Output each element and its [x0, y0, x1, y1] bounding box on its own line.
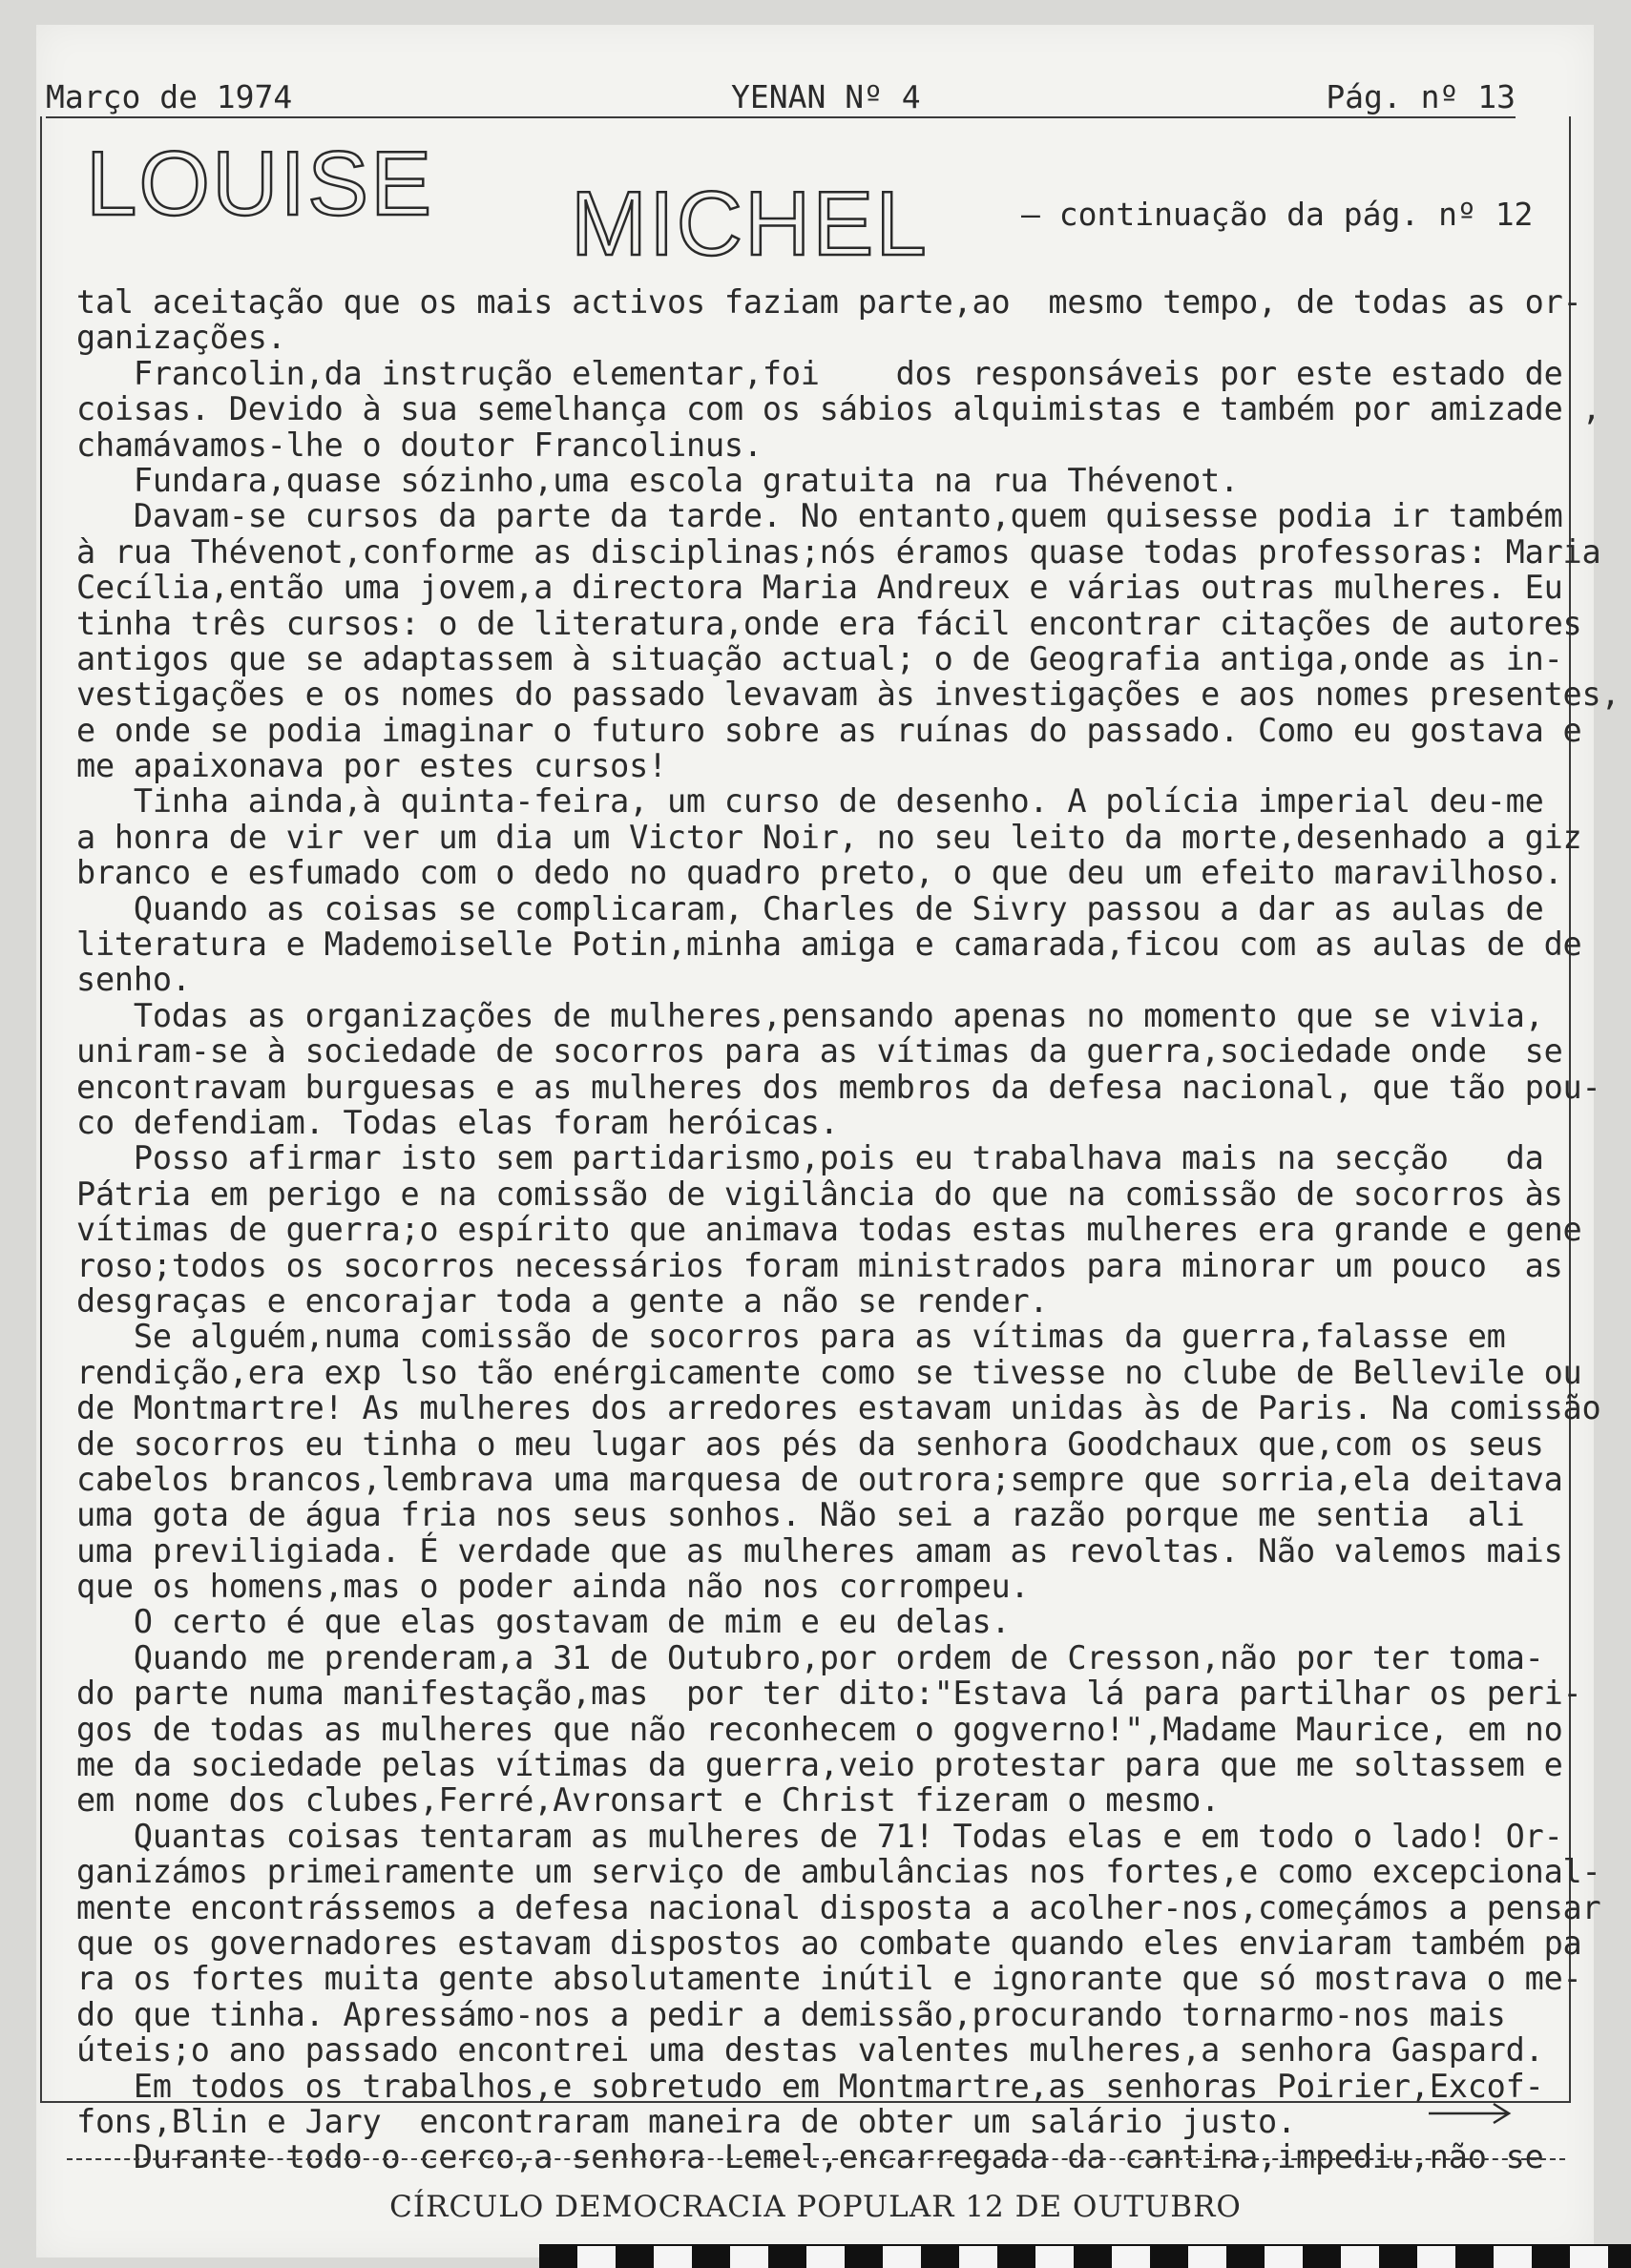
- body-line: vítimas de guerra;o espírito que animava todas estas mulheres era grande e gene: [76, 1211, 1582, 1249]
- body-line: Quando me prenderam,a 31 de Outubro,por ordem de Cresson,não por ter toma-: [76, 1638, 1544, 1676]
- body-line: ra os fortes muita gente absolutamente inútil e ignorante que só mostrava o me-: [76, 1960, 1582, 1998]
- body-line: chamávamos-lhe o doutor Francolinus.: [76, 426, 763, 464]
- continuation-note: — continuação da pág. nº 12: [1021, 196, 1534, 233]
- body-line: Quantas coisas tentaram as mulheres de 71! Todas elas e em todo o lado! Or-: [76, 1817, 1563, 1855]
- body-line: uma previligiada. É verdade que as mulheres amam as revoltas. Não valemos mais: [76, 1531, 1563, 1570]
- body-line: tal aceitação que os mais activos faziam parte,ao mesmo tempo, de todas as or-: [76, 283, 1582, 321]
- body-line: fons,Blin e Jary encontraram maneira de obter um salário justo.: [76, 2102, 1296, 2140]
- body-line: tinha três cursos: o de literatura,onde era fácil encontrar citações de autores: [76, 604, 1582, 642]
- body-line: de socorros eu tinha o meu lugar aos pés da senhora Goodchaux que,com os seus: [76, 1425, 1544, 1463]
- body-line: Todas as organizações de mulheres,pensando apenas no momento que se vivia,: [76, 996, 1544, 1034]
- body-line: rendição,era exp lso tão enérgicamente como se tivesse no clube de Bellevile ou: [76, 1353, 1582, 1391]
- body-line: vestigações e os nomes do passado levavam às investigações e aos nomes presentes,: [76, 676, 1621, 714]
- body-line: Tinha ainda,à quinta-feira, um curso de desenho. A polícia imperial deu-me: [76, 782, 1544, 821]
- body-line: de Montmartre! As mulheres dos arredores estavam unidas às de Paris. Na comissão: [76, 1389, 1601, 1427]
- body-line: em nome dos clubes,Ferré,Avronsart e Christ fizeram o mesmo.: [76, 1781, 1221, 1820]
- header-page-number: Pág. nº 13: [1326, 78, 1516, 115]
- body-line: O certo é que elas gostavam de mim e eu delas.: [76, 1603, 1011, 1641]
- body-line: uma gota de água fria nos seus sonhos. Não sei a razão porque me sentia ali: [76, 1496, 1525, 1534]
- body-line: me da sociedade pelas vítimas da guerra,veio protestar para que me soltassem e: [76, 1746, 1563, 1784]
- body-line: Se alguém,numa comissão de socorros para as vítimas da guerra,falasse em: [76, 1318, 1506, 1356]
- body-line: que os governadores estavam dispostos ao combate quando eles enviaram também pa: [76, 1924, 1582, 1962]
- body-line: ganizámos primeiramente um serviço de ambulâncias nos fortes,e como excepcional-: [76, 1853, 1601, 1891]
- body-line: desgraças e encorajar toda a gente a não se render.: [76, 1281, 1049, 1320]
- body-line: Quando as coisas se complicaram, Charles de Sivry passou a dar as aulas de: [76, 889, 1544, 927]
- body-line: Pátria em perigo e na comissão de vigilância do que na comissão de socorros às: [76, 1175, 1563, 1213]
- body-line: uniram-se à sociedade de socorros para as vítimas da guerra,sociedade onde se: [76, 1032, 1563, 1071]
- body-line: que os homens,mas o poder ainda não nos corrompeu.: [76, 1568, 1030, 1606]
- body-line: gos de todas as mulheres que não reconhecem o gogverno!",Madame Maurice, em no: [76, 1710, 1563, 1748]
- scale-ruler: [539, 2244, 1631, 2268]
- body-line: à rua Thévenot,conforme as disciplinas;nós éramos quase todas professoras: Maria: [76, 532, 1601, 571]
- body-line: cabelos brancos,lembrava uma marquesa de outrora;sempre que sorria,ela deitava: [76, 1460, 1563, 1498]
- body-line: antigos que se adaptassem à situação actual; o de Geografia antiga,onde as in-: [76, 639, 1563, 677]
- body-line: do parte numa manifestação,mas por ter dito:"Estava lá para partilhar os peri-: [76, 1675, 1582, 1713]
- body-line: ganizações.: [76, 319, 286, 357]
- body-line: Cecília,então uma jovem,a directora Maria Andreux e várias outras mulheres. Eu: [76, 569, 1563, 607]
- body-line: mente encontrássemos a defesa nacional disposta a acolher-nos,começámos a pensar: [76, 1888, 1601, 1926]
- header-publication: YENAN Nº 4: [731, 78, 921, 115]
- body-line: úteis;o ano passado encontrei uma destas valentes mulheres,a senhora Gaspard.: [76, 2031, 1544, 2070]
- page-header: [46, 59, 1516, 118]
- body-line: do que tinha. Apressámo-nos a pedir a demissão,procurando tornarmo-nos mais: [76, 1995, 1506, 2033]
- body-line: Em todos os trabalhos,e sobretudo em Montmartre,as senhoras Poirier,Excof-: [76, 2067, 1544, 2105]
- body-line: a honra de vir ver um dia um Victor Noir, no seu leito da morte,desenhado a giz: [76, 818, 1582, 856]
- title-word-michel: MICHEL: [571, 173, 929, 275]
- body-line: senho.: [76, 961, 191, 999]
- body-line: roso;todos os socorros necessários foram ministrados para minorar um pouco as: [76, 1246, 1563, 1284]
- title-word-louise: LOUISE: [86, 133, 434, 235]
- body-line: co defendiam. Todas elas foram heróicas.: [76, 1103, 839, 1141]
- body-line: Durante todo o cerco,a senhora Lemel,encarregada da cantina,impediu,não se: [76, 2138, 1544, 2176]
- article-title: [86, 133, 1575, 281]
- body-line: Fundara,quase sózinho,uma escola gratuita na rua Thévenot.: [76, 461, 1240, 499]
- continue-arrow-icon: [1427, 2099, 1513, 2128]
- body-line: Davam-se cursos da parte da tarde. No entanto,quem quisesse podia ir também: [76, 497, 1563, 535]
- body-line: Francolin,da instrução elementar,foi dos responsáveis por este estado de: [76, 354, 1563, 392]
- body-line: me apaixonava por estes cursos!: [76, 747, 668, 785]
- body-line: branco e esfumado com o dedo no quadro preto, o que deu um efeito maravilhoso.: [76, 854, 1563, 892]
- article-body: [76, 283, 1621, 2176]
- footer-organization: CÍRCULO DEMOCRACIA POPULAR 12 DE OUTUBRO: [389, 2190, 1242, 2224]
- body-line: e onde se podia imaginar o futuro sobre as ruínas do passado. Como eu gostava e: [76, 711, 1582, 749]
- body-line: Posso afirmar isto sem partidarismo,pois eu trabalhava mais na secção da: [76, 1139, 1544, 1177]
- footer-divider: [67, 2158, 1565, 2160]
- body-line: coisas. Devido à sua semelhança com os sábios alquimistas e também por amizade ,: [76, 390, 1601, 428]
- header-date: Março de 1974: [46, 78, 293, 115]
- body-line: encontravam burguesas e as mulheres dos membros da defesa nacional, que tão pou-: [76, 1068, 1601, 1106]
- body-line: literatura e Mademoiselle Potin,minha amiga e camarada,ficou com as aulas de de: [76, 926, 1582, 964]
